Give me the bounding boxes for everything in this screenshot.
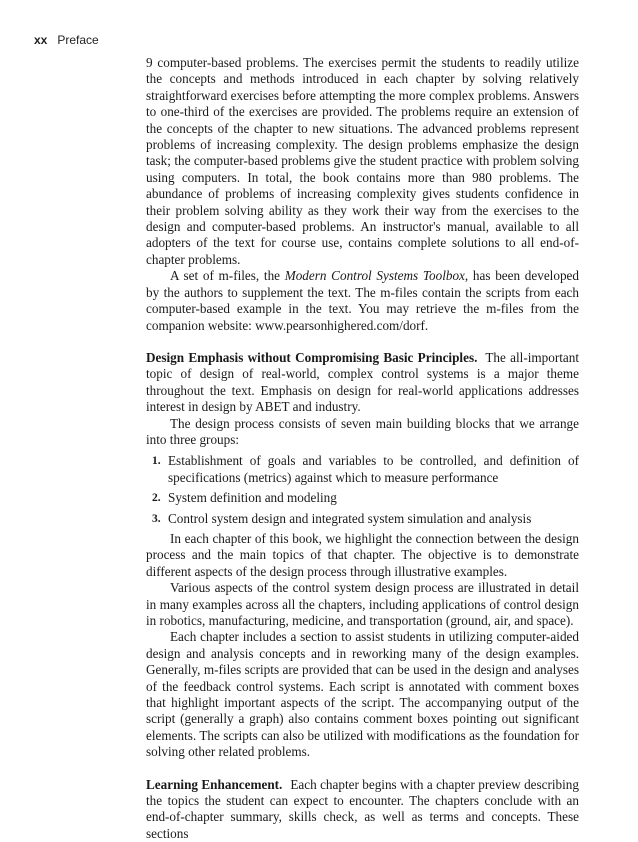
- list-number: 2.: [152, 492, 161, 505]
- section-title: Preface: [57, 33, 99, 47]
- list-number: 3.: [152, 512, 161, 525]
- paragraph-design-examples: Various aspects of the control system design process are illustrated in detail in many examples across all the chapters, including applications of control design in robotics, manufacturing, medicine, and transportation (ground, air, and space).: [146, 580, 579, 628]
- learning-text: Each chapter begins with a chapter preview describing the topics the student can expect to encounter. The chapters conclude with an end-of-chapter summary, skills check, as well as terms and concepts. These sections: [146, 776, 579, 841]
- list-item: [146, 511, 579, 527]
- paragraph-design-chapters: In each chapter of this book, we highlight the connection between the design process and the main topics of that chapter. The objective is to demonstrate different aspects of the design process through illustrative examples.: [146, 530, 579, 579]
- list-number: 1.: [152, 455, 161, 468]
- list-text: Control system design and integrated system simulation and analysis: [168, 510, 532, 526]
- design-text: The all-important topic of design of real-world, complex control systems is a major theme throughout the text. Emphasis on design for real-world applications addresses interest in design by ABET and industry.: [146, 349, 579, 415]
- list-item: [146, 453, 579, 486]
- text-body: [146, 55, 579, 842]
- design-steps-list: [146, 453, 579, 527]
- paragraph-learning-enhancement: [146, 777, 579, 842]
- paragraph-problems: 9 computer-based problems. The exercises permit the students to readily utilize the concepts and methods introduced in each chapter by solving relatively straightforward exercises before attempting the more complex problems. Answers to one-third of the exercises are provided. The problems require an extension of the concepts of the chapter to new situations. The advanced problems represent problems of increasing complexity. The design problems emphasize the design task; the computer-based problems give the student practice with problem solving using computers. In total, the book contains more than 980 problems. The abundance of problems of increasing complexity gives students confidence in their problem solving ability as they work their way from the exercises to the design and computer-based problems. An instructor's manual, available to all adopters of the text for course use, contains complete solutions to all end-of-chapter problems.: [146, 55, 579, 267]
- toolbox-title: Modern Control Systems Toolbox: [284, 268, 465, 284]
- design-heading: Design Emphasis without Compromising Basic Principles.: [146, 349, 478, 365]
- page-number: xx: [34, 33, 48, 47]
- learning-heading: Learning Enhancement.: [146, 776, 283, 792]
- paragraph-design-emphasis: [146, 350, 579, 416]
- section-gap: [146, 761, 579, 777]
- paragraph-design-intro: The design process consists of seven main building blocks that we arrange into three groups:: [146, 415, 579, 447]
- running-head: [34, 33, 99, 47]
- section-gap: [146, 334, 579, 350]
- paragraph-toolbox: [146, 268, 579, 334]
- list-text: Establishment of goals and variables to be controlled, and definition of specifications (metrics) against which to measure performance: [168, 453, 579, 485]
- list-text: System definition and modeling: [168, 490, 337, 506]
- paragraph-design-scripts: Each chapter includes a section to assist students in utilizing computer-aided design and analysis concepts and in reworking many of the design examples. Generally, m-files scripts are provided that can be used in the design and analyses of the feedback control systems. Each script is annotated with comment boxes that highlight important aspects of the script. The accompanying output of the script (generally a graph) also contains comment boxes pointing out significant elements. The scripts can also be utilized with modifications as the foundation for solving other related problems.: [146, 629, 579, 760]
- toolbox-text-before: A set of m-files, the: [170, 268, 285, 284]
- toolbox-text-after: , has been developed by the authors to supplement the text. The m-files contain the scripts from each computer-based example in the text. You may retrieve the m-files from the companion website: www.pearsonhighered.com/dorf.: [146, 268, 579, 333]
- list-item: [146, 490, 579, 506]
